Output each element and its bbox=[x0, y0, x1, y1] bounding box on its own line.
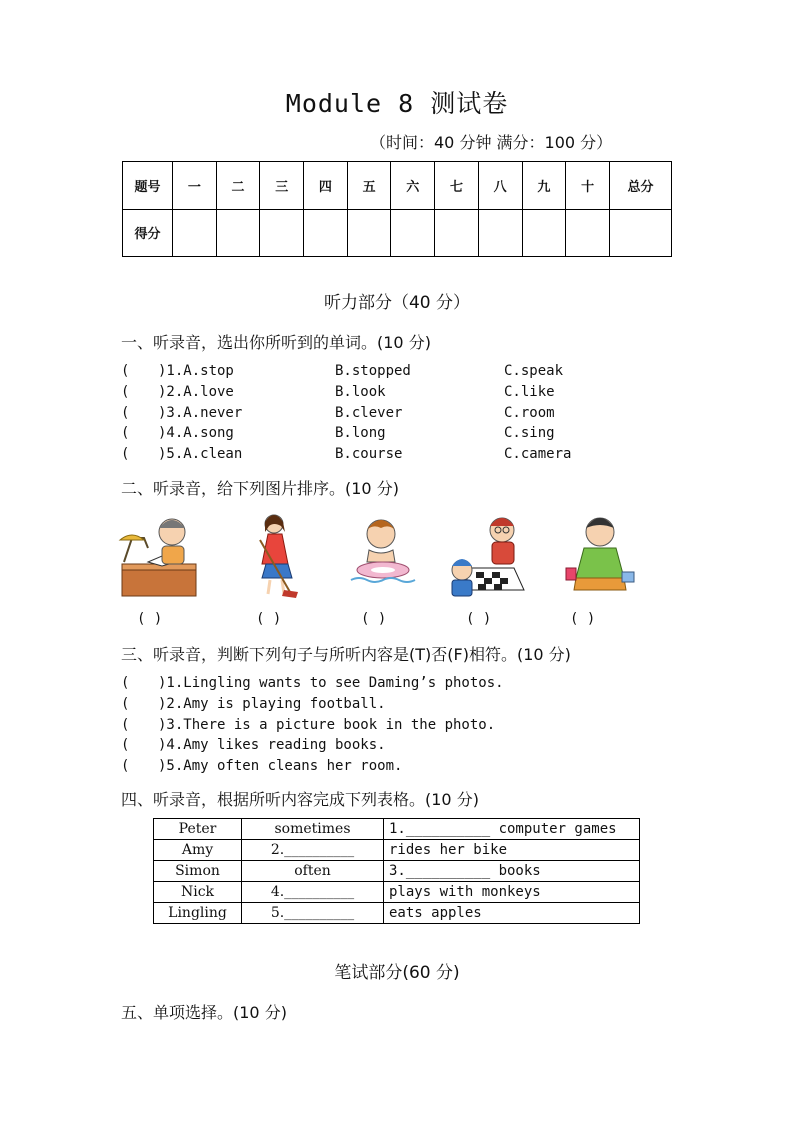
picture-strip bbox=[118, 510, 658, 606]
activity-cell: plays with monkeys bbox=[384, 882, 640, 903]
activity-cell[interactable]: 1.__________ computer games bbox=[384, 819, 640, 840]
option-b: B.look bbox=[335, 384, 386, 400]
name-cell: Simon bbox=[154, 861, 242, 882]
boy-swimming-picture bbox=[343, 510, 423, 600]
name-cell: Lingling bbox=[154, 903, 242, 924]
score-header-cell: 题号 bbox=[123, 162, 173, 210]
option-a: )4.A.song bbox=[158, 425, 234, 441]
score-header-cell: 总分 bbox=[610, 162, 672, 210]
option-c: C.room bbox=[504, 405, 555, 421]
score-table bbox=[122, 161, 672, 257]
score-cell[interactable] bbox=[304, 209, 348, 257]
q2-answer-paren[interactable]: ( ) bbox=[137, 611, 163, 627]
frequency-cell: sometimes bbox=[242, 819, 384, 840]
score-header-cell: 九 bbox=[522, 162, 566, 210]
table-row bbox=[154, 840, 640, 861]
answer-paren[interactable]: ( bbox=[121, 405, 130, 421]
score-cell[interactable] bbox=[173, 209, 217, 257]
frequency-cell[interactable]: 4.__________ bbox=[242, 882, 384, 903]
option-b: B.stopped bbox=[335, 363, 411, 379]
statement-text: )3.There is a picture book in the photo. bbox=[158, 717, 496, 733]
grandpa-reading-picture bbox=[118, 510, 198, 600]
option-a: )5.A.clean bbox=[158, 446, 243, 462]
frequency-cell[interactable]: 2.__________ bbox=[242, 840, 384, 861]
frequency-cell: often bbox=[242, 861, 384, 882]
statement-text: )5.Amy often cleans her room. bbox=[158, 758, 403, 774]
option-c: C.speak bbox=[504, 363, 564, 379]
answer-paren[interactable]: ( bbox=[121, 675, 130, 691]
answer-paren[interactable]: ( bbox=[121, 696, 130, 712]
answer-paren[interactable]: ( bbox=[121, 717, 130, 733]
score-header-cell: 七 bbox=[435, 162, 479, 210]
statement-text: )4.Amy likes reading books. bbox=[158, 737, 386, 753]
table-row bbox=[154, 819, 640, 840]
listening-heading: 听力部分（40 分） bbox=[323, 293, 471, 313]
name-cell: Amy bbox=[154, 840, 242, 861]
table-row bbox=[154, 861, 640, 882]
score-cell[interactable] bbox=[566, 209, 610, 257]
q4-heading: 四、听录音，根据所听内容完成下列表格。(10 分) bbox=[121, 790, 479, 809]
option-b: B.course bbox=[335, 446, 403, 462]
score-header-cell: 一 bbox=[173, 162, 217, 210]
q2-answer-paren[interactable]: ( ) bbox=[466, 611, 492, 627]
option-c: C.camera bbox=[504, 446, 572, 462]
score-header-cell: 十 bbox=[566, 162, 610, 210]
exam-info: （时间：40 分钟 满分：100 分） bbox=[370, 133, 613, 152]
option-a: )3.A.never bbox=[158, 405, 243, 421]
boy-crafting-picture bbox=[558, 510, 638, 600]
q2-heading: 二、听录音，给下列图片排序。(10 分) bbox=[121, 479, 399, 498]
score-cell[interactable] bbox=[522, 209, 566, 257]
q5-heading: 五、单项选择。(10 分) bbox=[121, 1003, 287, 1022]
score-cell[interactable] bbox=[347, 209, 391, 257]
option-c: C.like bbox=[504, 384, 555, 400]
q3-heading: 三、听录音，判断下列句子与所听内容是(T)否(F)相符。(10 分) bbox=[121, 645, 571, 664]
option-a: )1.A.stop bbox=[158, 363, 234, 379]
score-row-label: 得分 bbox=[123, 209, 173, 257]
score-header-cell: 六 bbox=[391, 162, 435, 210]
page-title: Module 8 测试卷 bbox=[285, 89, 509, 118]
activity-cell: eats apples bbox=[384, 903, 640, 924]
score-header-cell: 八 bbox=[478, 162, 522, 210]
option-b: B.clever bbox=[335, 405, 403, 421]
answer-paren[interactable]: ( bbox=[121, 425, 130, 441]
score-header-cell: 三 bbox=[260, 162, 304, 210]
answer-paren[interactable]: ( bbox=[121, 737, 130, 753]
option-c: C.sing bbox=[504, 425, 555, 441]
table-row bbox=[154, 903, 640, 924]
activity-table bbox=[153, 818, 640, 924]
option-b: B.long bbox=[335, 425, 386, 441]
answer-paren[interactable]: ( bbox=[121, 758, 130, 774]
score-header-cell: 二 bbox=[216, 162, 260, 210]
score-cell[interactable] bbox=[610, 209, 672, 257]
statement-text: )1.Lingling wants to see Daming’s photos. bbox=[158, 675, 504, 691]
score-cell[interactable] bbox=[260, 209, 304, 257]
score-cell[interactable] bbox=[435, 209, 479, 257]
name-cell: Peter bbox=[154, 819, 242, 840]
score-header-cell: 五 bbox=[347, 162, 391, 210]
q2-answer-paren[interactable]: ( ) bbox=[570, 611, 596, 627]
answer-paren[interactable]: ( bbox=[121, 363, 130, 379]
q2-answer-paren[interactable]: ( ) bbox=[256, 611, 282, 627]
score-header-cell: 四 bbox=[304, 162, 348, 210]
playing-chess-picture bbox=[448, 510, 528, 600]
statement-text: )2.Amy is playing football. bbox=[158, 696, 386, 712]
table-row bbox=[154, 882, 640, 903]
frequency-cell[interactable]: 5.__________ bbox=[242, 903, 384, 924]
score-cell[interactable] bbox=[478, 209, 522, 257]
answer-paren[interactable]: ( bbox=[121, 446, 130, 462]
written-heading: 笔试部分(60 分) bbox=[334, 963, 460, 983]
q2-answer-paren[interactable]: ( ) bbox=[361, 611, 387, 627]
activity-cell: rides her bike bbox=[384, 840, 640, 861]
q1-heading: 一、听录音，选出你所听到的单词。(10 分) bbox=[121, 333, 431, 352]
activity-cell[interactable]: 3.__________ books bbox=[384, 861, 640, 882]
score-cell[interactable] bbox=[216, 209, 260, 257]
option-a: )2.A.love bbox=[158, 384, 234, 400]
score-cell[interactable] bbox=[391, 209, 435, 257]
answer-paren[interactable]: ( bbox=[121, 384, 130, 400]
name-cell: Nick bbox=[154, 882, 242, 903]
girl-sweeping-picture bbox=[238, 510, 318, 600]
